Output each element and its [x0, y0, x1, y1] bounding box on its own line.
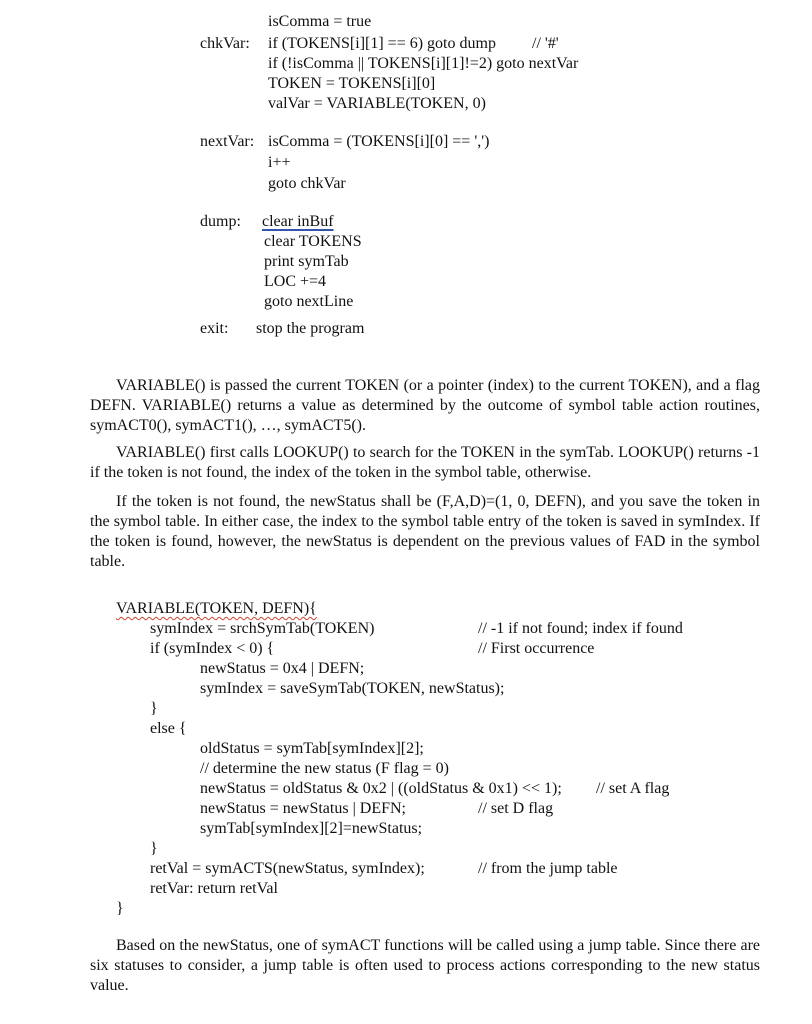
paragraph-text: VARIABLE() is passed the current TOKEN (or a pointer (index) to the current TOKEN), and a flag DEFN. VARIABLE() returns a value as determined by the outcome of symbol table action routines, symACT0(), symACT1(), …, symACT5(). — [90, 377, 760, 434]
code-comment: // from the jump table — [478, 860, 618, 877]
paragraph-text: If the token is not found, the newStatus shall be (F,A,D)=(1, 0, DEFN), and you save the token in the symbol table. In either case, the index to the symbol table entry of the token is saved in symIndex. If the token is found, however, the newStatus is dependent on the previous values of FAD in the symbol table. — [90, 493, 760, 570]
code-line: if (TOKENS[i][1] == 6) goto dump — [268, 35, 496, 52]
code-line: else { — [150, 720, 187, 737]
paragraph-jump-table — [90, 936, 760, 996]
code-line: print symTab — [264, 253, 349, 270]
code-line: symIndex = srchSymTab(TOKEN) — [150, 620, 375, 637]
code-comment: // -1 if not found; index if found — [478, 620, 683, 637]
code-comment: // set D flag — [478, 800, 554, 817]
paragraph-text: Based on the newStatus, one of symACT functions will be called using a jump table. Since there are six statuses to consider, a jump table is often used to process actions corresponding to the new status value. — [90, 937, 760, 994]
code-line: retVal = symACTS(newStatus, symIndex); — [150, 860, 425, 877]
paragraph-text: VARIABLE() first calls LOOKUP() to search for the TOKEN in the symTab. LOOKUP() returns -1 if the token is not found, the index of the token in the symbol table, otherwise. — [90, 444, 760, 481]
code-comment: // '#' — [532, 35, 559, 52]
code-line: goto nextLine — [264, 293, 354, 310]
code-label: exit: — [200, 320, 229, 337]
code-line: LOC +=4 — [264, 273, 327, 290]
code-line: } — [150, 840, 158, 857]
code-line: if (!isComma || TOKENS[i][1]!=2) goto nextVar — [268, 55, 579, 72]
code-line: VARIABLE(TOKEN, DEFN){ — [116, 600, 317, 617]
code-line: oldStatus = symTab[symIndex][2]; — [200, 740, 424, 757]
code-line: retVar: return retVal — [150, 880, 278, 897]
code-label: nextVar: — [200, 133, 255, 150]
code-line: // determine the new status (F flag = 0) — [200, 760, 449, 777]
code-label: chkVar: — [200, 35, 250, 52]
code-comment: // First occurrence — [478, 640, 595, 657]
code-line: valVar = VARIABLE(TOKEN, 0) — [268, 95, 486, 112]
code-line: if (symIndex < 0) { — [150, 640, 275, 657]
code-line: symTab[symIndex][2]=newStatus; — [200, 820, 423, 837]
paragraph-variable-intro — [90, 376, 760, 436]
code-line: clear TOKENS — [264, 233, 362, 250]
code-line: stop the program — [256, 320, 365, 337]
code-line: clear inBuf — [262, 213, 334, 230]
code-line: newStatus = oldStatus & 0x2 | ((oldStatus & 0x1) << 1); — [200, 780, 562, 797]
code-line: } — [150, 700, 158, 717]
code-line: isComma = (TOKENS[i][0] == ',') — [268, 133, 490, 150]
code-line: newStatus = 0x4 | DEFN; — [200, 660, 365, 677]
code-label: dump: — [200, 213, 241, 230]
code-line: } — [116, 900, 124, 917]
code-comment: // set A flag — [596, 780, 670, 797]
paragraph-lookup — [90, 443, 760, 483]
code-line: i++ — [268, 154, 291, 171]
code-line: goto chkVar — [268, 175, 346, 192]
code-line: symIndex = saveSymTab(TOKEN, newStatus); — [200, 680, 505, 697]
code-line: newStatus = newStatus | DEFN; — [200, 800, 406, 817]
code-line: isComma = true — [268, 13, 372, 30]
code-line: TOKEN = TOKENS[i][0] — [268, 75, 436, 92]
paragraph-token-status — [90, 492, 760, 572]
